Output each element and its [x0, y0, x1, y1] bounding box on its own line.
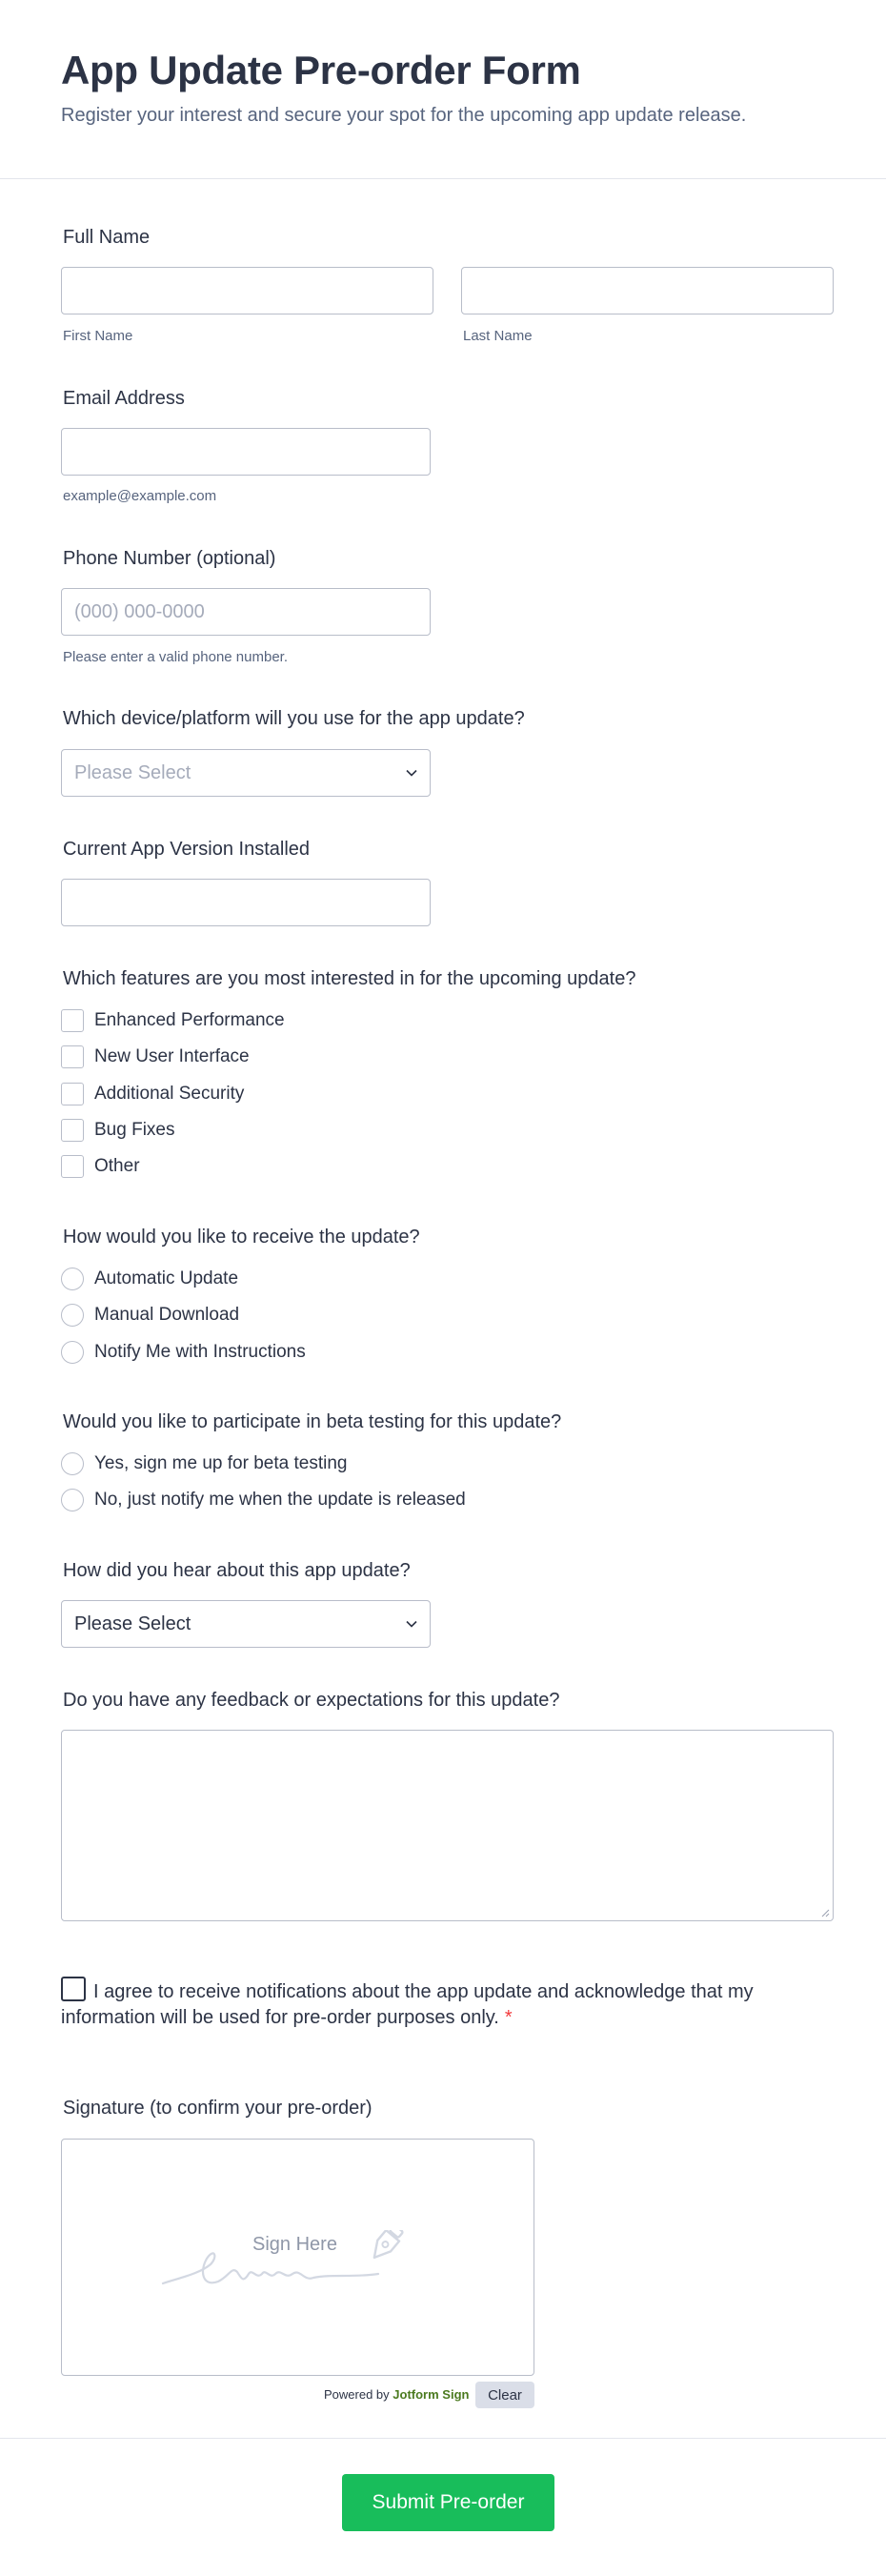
feedback-textarea[interactable]: [61, 1730, 834, 1921]
receive-option-label: Manual Download: [94, 1305, 240, 1325]
feature-option[interactable]: [61, 1154, 140, 1179]
chevron-down-icon: [406, 1620, 417, 1628]
receive-option-label: Automatic Update: [94, 1268, 239, 1288]
source-select-value: Please Select: [74, 1613, 191, 1634]
feature-option-label: Bug Fixes: [94, 1120, 175, 1140]
jotform-sign-link[interactable]: Jotform Sign: [393, 2387, 470, 2402]
first-name-sublabel: First Name: [63, 328, 133, 344]
phone-label: Phone Number (optional): [63, 548, 276, 569]
resize-handle-icon[interactable]: [820, 1908, 830, 1917]
required-mark: *: [504, 2007, 513, 2028]
email-label: Email Address: [63, 388, 185, 409]
signature-hint: Sign Here: [252, 2234, 337, 2255]
phone-placeholder: (000) 000-0000: [74, 600, 205, 622]
beta-option-label: No, just notify me when the update is released: [94, 1490, 466, 1510]
form-subtitle: Register your interest and secure your spot for the upcoming app update release.: [61, 105, 747, 126]
checkbox[interactable]: [61, 1155, 84, 1178]
feature-option[interactable]: [61, 1045, 250, 1069]
signature-pad[interactable]: [61, 2139, 534, 2376]
full-name-label: Full Name: [63, 227, 151, 248]
feature-option-label: New User Interface: [94, 1046, 250, 1066]
last-name-input[interactable]: [461, 267, 834, 314]
radio-button[interactable]: [61, 1304, 84, 1327]
receive-option-label: Notify Me with Instructions: [94, 1342, 306, 1362]
clear-signature-button[interactable]: Clear: [475, 2382, 534, 2408]
features-label: Which features are you most interested in for the upcoming update?: [63, 968, 636, 989]
version-label: Current App Version Installed: [63, 839, 311, 860]
email-input[interactable]: [61, 428, 431, 476]
radio-button[interactable]: [61, 1341, 84, 1364]
feature-option-label: Other: [94, 1156, 140, 1176]
beta-option[interactable]: [61, 1451, 347, 1476]
checkbox[interactable]: [61, 1045, 84, 1068]
receive-label: How would you like to receive the update?: [63, 1227, 420, 1247]
form-title: App Update Pre-order Form: [61, 48, 581, 92]
first-name-input[interactable]: [61, 267, 433, 314]
device-select-value: Please Select: [74, 761, 191, 783]
radio-button[interactable]: [61, 1268, 84, 1290]
radio-button[interactable]: [61, 1452, 84, 1475]
version-input[interactable]: [61, 879, 431, 926]
receive-option[interactable]: [61, 1267, 238, 1291]
powered-prefix: Powered by: [324, 2387, 390, 2402]
source-label: How did you hear about this app update?: [63, 1560, 411, 1581]
powered-by: [324, 2387, 469, 2402]
feature-option-label: Additional Security: [94, 1084, 245, 1104]
checkbox[interactable]: [61, 1083, 84, 1105]
agreement-field[interactable]: [61, 1977, 785, 2031]
checkbox[interactable]: [61, 1009, 84, 1032]
beta-label: Would you like to participate in beta testing for this update?: [63, 1411, 562, 1432]
source-select[interactable]: [61, 1600, 431, 1648]
phone-input[interactable]: [61, 588, 431, 636]
submit-button[interactable]: Submit Pre-order: [342, 2474, 554, 2531]
feature-option[interactable]: [61, 1008, 285, 1033]
device-label: Which device/platform will you use for the app update?: [63, 708, 525, 729]
receive-option[interactable]: [61, 1340, 306, 1365]
footer-divider: [0, 2438, 886, 2439]
email-sublabel: example@example.com: [63, 488, 217, 504]
feature-option-label: Enhanced Performance: [94, 1010, 285, 1030]
agreement-checkbox[interactable]: [61, 1977, 86, 2001]
device-select[interactable]: [61, 749, 431, 797]
chevron-down-icon: [406, 769, 417, 777]
beta-option-label: Yes, sign me up for beta testing: [94, 1453, 348, 1473]
feedback-label: Do you have any feedback or expectations for this update?: [63, 1690, 560, 1711]
feature-option[interactable]: [61, 1082, 244, 1106]
form-header: [0, 0, 886, 179]
beta-option[interactable]: [61, 1488, 466, 1512]
feature-option[interactable]: [61, 1118, 174, 1143]
agreement-text: I agree to receive notifications about the app update and acknowledge that my information will be used for pre-order purposes only.: [61, 1981, 754, 2028]
receive-option[interactable]: [61, 1303, 239, 1328]
signature-label: Signature (to confirm your pre-order): [63, 2098, 373, 2119]
checkbox[interactable]: [61, 1119, 84, 1142]
radio-button[interactable]: [61, 1489, 84, 1511]
last-name-sublabel: Last Name: [463, 328, 533, 344]
phone-sublabel: Please enter a valid phone number.: [63, 649, 288, 665]
